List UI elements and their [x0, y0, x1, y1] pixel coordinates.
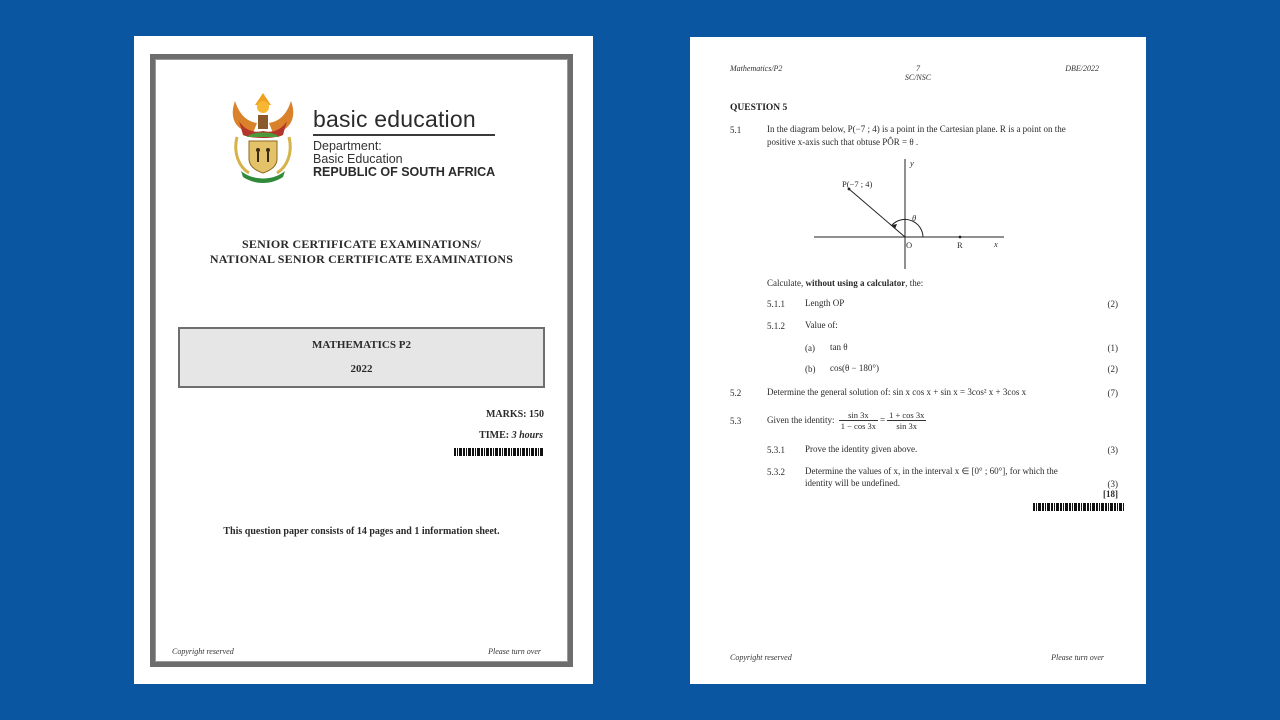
cartesian-diagram: [812, 157, 1004, 269]
subject-name: MATHEMATICS P2: [312, 339, 411, 351]
question-page: [690, 37, 1146, 684]
rhs-numerator: 1 + cos 3x: [889, 410, 925, 421]
q5-2-marks: (7): [1107, 388, 1118, 398]
exam-time: [479, 430, 543, 441]
y-axis-label: y: [910, 158, 914, 168]
instruction-prefix: Calculate,: [767, 278, 806, 288]
time-label: TIME:: [479, 430, 510, 441]
q5-1-2-b-text: cos(θ − 180°): [830, 363, 879, 373]
rhs-denominator: sin 3x: [896, 421, 917, 432]
total-marks: MARKS: 150: [485, 409, 544, 420]
rhs-fraction: [887, 410, 926, 431]
brand-title: basic education: [313, 106, 476, 132]
lhs-denominator: 1 − cos 3x: [840, 421, 876, 432]
equals-sign: =: [880, 415, 886, 425]
diagram-graphic: [812, 157, 1004, 269]
q5-1-1-number: 5.1.1: [767, 299, 785, 309]
q5-1-1-text: Length OP: [805, 298, 845, 308]
instruction-suffix: , the:: [905, 278, 924, 288]
instruction-bold: without using a calculator: [805, 278, 906, 288]
cover-page: [134, 36, 593, 684]
barcode: [1033, 503, 1124, 511]
lhs-fraction: [839, 410, 878, 431]
barcode: [454, 448, 544, 456]
q5-3-text: Given the identity:: [767, 415, 835, 425]
q5-1-2-b-label: (b): [805, 364, 816, 374]
q5-3-identity: [767, 409, 928, 431]
q5-3-number: 5.3: [730, 416, 742, 426]
q5-3-1-marks: (3): [1107, 445, 1118, 455]
time-value: 3 hours: [511, 430, 543, 441]
q5-3-2-number: 5.3.2: [767, 467, 785, 477]
exam-title-line-1: SENIOR CERTIFICATE EXAMINATIONS/: [242, 237, 481, 251]
brand-underline: [313, 134, 495, 136]
q5-3-2-marks: (3): [1107, 479, 1118, 489]
point-p-label: P(−7 ; 4): [842, 179, 873, 189]
q5-1-2-b-marks: (2): [1107, 364, 1118, 374]
q5-1-1-marks: (2): [1107, 299, 1118, 309]
header-department: DBE/2022: [1065, 64, 1099, 73]
q5-3-1-number: 5.3.1: [767, 445, 785, 455]
exam-title: [155, 237, 568, 267]
lhs-numerator: sin 3x: [839, 410, 878, 421]
q5-2-text: Determine the general solution of: sin x cos x + sin x = 3cos² x + 3cos x: [767, 387, 1027, 397]
brand-line-republic: REPUBLIC OF SOUTH AFRICA: [313, 165, 496, 179]
q5-2-number: 5.2: [730, 388, 742, 398]
coat-of-arms-icon: [225, 87, 301, 183]
brand-line-basic-education: Basic Education: [313, 152, 403, 166]
q5-1-line-1: In the diagram below, P(−7 ; 4) is a point in the Cartesian plane. R is a point on the: [767, 124, 1066, 134]
brand-line-department: Department:: [313, 139, 382, 153]
subject-box: [178, 327, 545, 388]
footer-copyright: Copyright reserved: [730, 653, 792, 662]
header-subject: Mathematics/P2: [730, 64, 783, 73]
question-title: QUESTION 5: [730, 103, 788, 113]
origin-label: O: [906, 240, 913, 250]
exam-title-line-2: NATIONAL SENIOR CERTIFICATE EXAMINATIONS: [209, 252, 514, 266]
q5-1-2-number: 5.1.2: [767, 321, 785, 331]
x-axis-label: x: [994, 239, 998, 249]
footer-turn-over: Please turn over: [1051, 653, 1104, 662]
q5-1-2-a-label: (a): [805, 343, 815, 353]
page-number: 7: [916, 64, 920, 73]
footer-turn-over: Please turn over: [488, 647, 541, 656]
question-total: [18]: [1103, 489, 1118, 499]
q5-3-1-text: Prove the identity given above.: [805, 444, 918, 454]
header-exam-code: SC/NSC: [904, 73, 932, 82]
footer-copyright: Copyright reserved: [172, 647, 234, 656]
point-r-label: R: [957, 240, 963, 250]
angle-theta-label: θ: [912, 213, 917, 223]
q5-1-2-a-marks: (1): [1107, 343, 1118, 353]
q5-3-2-line-1: Determine the values of x, in the interval x ∈ [0° ; 60°], for which the: [805, 466, 1058, 476]
department-logo-text: [313, 105, 495, 179]
q5-3-2-line-2: identity will be undefined.: [805, 478, 900, 488]
calculate-instruction: [767, 277, 923, 289]
q5-1-number: 5.1: [730, 125, 742, 135]
q5-1-line-2: positive x-axis such that obtuse PÔR = θ .: [767, 137, 919, 147]
cover-frame: [150, 54, 573, 667]
subject-year: 2022: [350, 363, 373, 375]
q5-1-2-a-text: tan θ: [830, 342, 848, 352]
q5-1-2-text: Value of:: [805, 320, 838, 330]
page-count-note: This question paper consists of 14 pages and 1 information sheet.: [223, 526, 500, 537]
